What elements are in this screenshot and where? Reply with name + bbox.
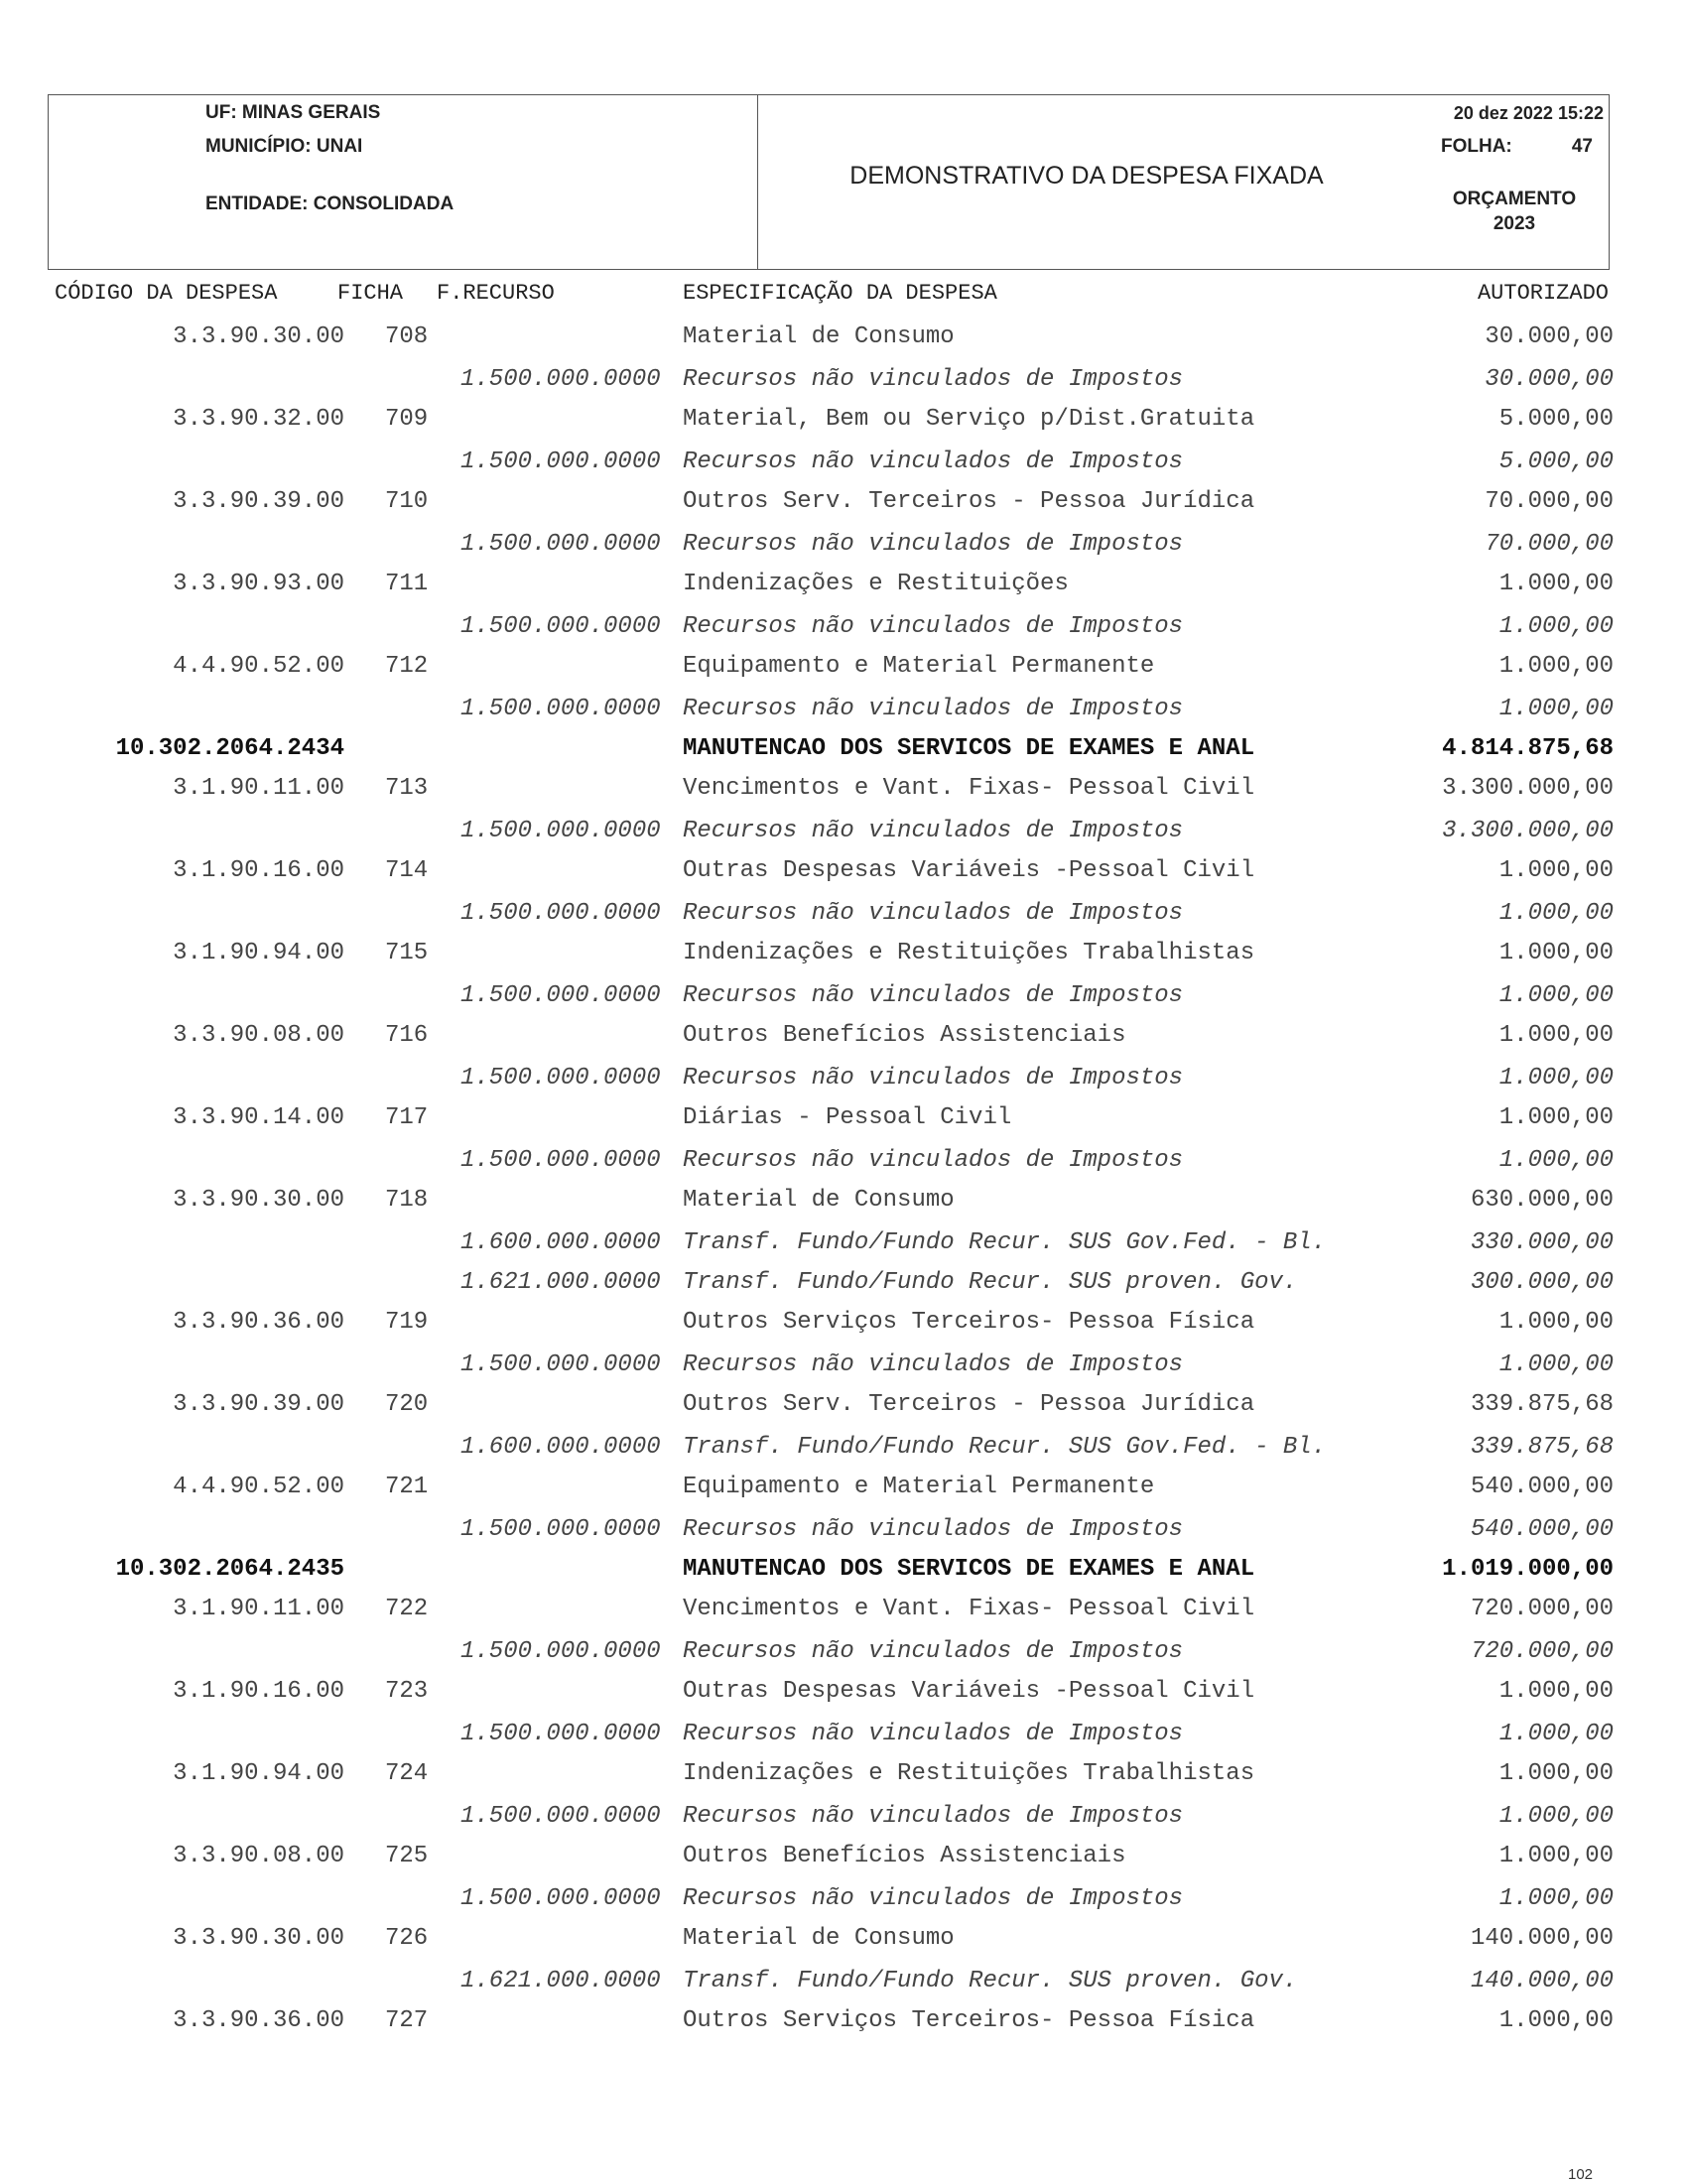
expense-value: 1.000,00 <box>1498 1760 1614 1787</box>
item-row <box>0 1309 1688 1339</box>
folha-label: FOLHA: <box>1441 136 1512 157</box>
expense-code: 3.3.90.39.00 <box>173 488 344 515</box>
fonte-description: Recursos não vinculados de Impostos <box>683 1803 1184 1830</box>
expense-value: 140.000,00 <box>1470 1925 1614 1952</box>
fonte-value: 1.000,00 <box>1498 982 1614 1009</box>
ficha-number: 711 <box>385 571 429 597</box>
expense-description: Equipamento e Material Permanente <box>683 1474 1155 1500</box>
expense-code: 3.3.90.32.00 <box>173 406 344 433</box>
item-row <box>0 488 1688 518</box>
fonte-description: Transf. Fundo/Fundo Recur. SUS Gov.Fed. - Bl. <box>683 1434 1327 1461</box>
ficha-number: 712 <box>385 653 429 680</box>
page-number: 102 <box>1568 2166 1594 2183</box>
expense-description: Vencimentos e Vant. Fixas- Pessoal Civil <box>683 775 1255 802</box>
expense-code: 3.3.90.30.00 <box>173 323 344 350</box>
fonte-value: 1.000,00 <box>1498 1065 1614 1092</box>
source-row <box>0 982 1688 1012</box>
item-row <box>0 1474 1688 1503</box>
program-description: MANUTENCAO DOS SERVICOS DE EXAMES E ANAL <box>683 735 1255 762</box>
fonte-recurso: 1.500.000.0000 <box>460 1065 661 1092</box>
orcamento-label: ORÇAMENTO <box>1452 189 1577 209</box>
fonte-recurso: 1.500.000.0000 <box>460 1885 661 1912</box>
expense-code: 3.3.90.36.00 <box>173 1309 344 1336</box>
fonte-recurso: 1.500.000.0000 <box>460 1721 661 1747</box>
expense-description: Indenizações e Restituições Trabalhistas <box>683 940 1255 966</box>
expense-description: Outras Despesas Variáveis -Pessoal Civil <box>683 1678 1255 1705</box>
ficha-number: 719 <box>385 1309 429 1336</box>
source-row <box>0 531 1688 561</box>
ficha-number: 726 <box>385 1925 429 1952</box>
col-header-fonte: F.RECURSO <box>437 281 555 306</box>
ficha-number: 721 <box>385 1474 429 1500</box>
fonte-description: Recursos não vinculados de Impostos <box>683 1721 1184 1747</box>
expense-code: 3.3.90.08.00 <box>173 1022 344 1049</box>
source-row <box>0 1269 1688 1299</box>
expense-value: 3.300.000,00 <box>1442 775 1614 802</box>
fonte-value: 1.000,00 <box>1498 1351 1614 1378</box>
fonte-description: Recursos não vinculados de Impostos <box>683 1147 1184 1174</box>
fonte-description: Recursos não vinculados de Impostos <box>683 613 1184 640</box>
expense-value: 1.000,00 <box>1498 857 1614 884</box>
ficha-number: 722 <box>385 1596 429 1622</box>
fonte-description: Recursos não vinculados de Impostos <box>683 366 1184 393</box>
item-row <box>0 1596 1688 1625</box>
fonte-description: Recursos não vinculados de Impostos <box>683 1065 1184 1092</box>
expense-code: 3.1.90.11.00 <box>173 775 344 802</box>
expense-description: Diárias - Pessoal Civil <box>683 1104 1012 1131</box>
fonte-description: Recursos não vinculados de Impostos <box>683 1516 1184 1543</box>
fonte-recurso: 1.500.000.0000 <box>460 613 661 640</box>
fonte-value: 1.000,00 <box>1498 1803 1614 1830</box>
expense-value: 30.000,00 <box>1485 323 1614 350</box>
expense-code: 4.4.90.52.00 <box>173 653 344 680</box>
fonte-value: 720.000,00 <box>1470 1638 1614 1665</box>
ficha-number: 710 <box>385 488 429 515</box>
ficha-number: 717 <box>385 1104 429 1131</box>
fonte-recurso: 1.500.000.0000 <box>460 1351 661 1378</box>
ficha-number: 724 <box>385 1760 429 1787</box>
fonte-recurso: 1.621.000.0000 <box>460 1269 661 1296</box>
source-row <box>0 1803 1688 1833</box>
expense-value: 1.000,00 <box>1498 653 1614 680</box>
source-row <box>0 1065 1688 1094</box>
col-header-especificacao: ESPECIFICAÇÃO DA DESPESA <box>683 281 997 306</box>
fonte-value: 300.000,00 <box>1470 1269 1614 1296</box>
expense-code: 3.3.90.30.00 <box>173 1925 344 1952</box>
fonte-recurso: 1.500.000.0000 <box>460 982 661 1009</box>
fonte-description: Recursos não vinculados de Impostos <box>683 1885 1184 1912</box>
ficha-number: 727 <box>385 2007 429 2034</box>
expense-description: Material, Bem ou Serviço p/Dist.Gratuita <box>683 406 1255 433</box>
item-row <box>0 857 1688 887</box>
fonte-value: 1.000,00 <box>1498 1721 1614 1747</box>
source-row <box>0 1229 1688 1259</box>
fonte-value: 1.000,00 <box>1498 613 1614 640</box>
fonte-recurso: 1.500.000.0000 <box>460 366 661 393</box>
fonte-recurso: 1.500.000.0000 <box>460 531 661 558</box>
expense-description: Vencimentos e Vant. Fixas- Pessoal Civil <box>683 1596 1255 1622</box>
expense-description: Outros Serv. Terceiros - Pessoa Jurídica <box>683 488 1255 515</box>
source-row <box>0 1147 1688 1177</box>
report-title: DEMONSTRATIVO DA DESPESA FIXADA <box>849 162 1324 190</box>
fonte-recurso: 1.500.000.0000 <box>460 1638 661 1665</box>
source-row <box>0 818 1688 847</box>
expense-description: Equipamento e Material Permanente <box>683 653 1155 680</box>
ficha-number: 716 <box>385 1022 429 1049</box>
source-row <box>0 696 1688 725</box>
col-header-autorizado: AUTORIZADO <box>1477 281 1609 306</box>
fonte-value: 30.000,00 <box>1485 366 1614 393</box>
expense-code: 3.3.90.08.00 <box>173 1843 344 1869</box>
fonte-description: Recursos não vinculados de Impostos <box>683 696 1184 722</box>
folha-value: 47 <box>1571 136 1593 157</box>
ficha-number: 713 <box>385 775 429 802</box>
expense-code: 3.3.90.30.00 <box>173 1187 344 1214</box>
program-code: 10.302.2064.2435 <box>115 1556 344 1583</box>
item-row <box>0 940 1688 969</box>
source-row <box>0 366 1688 396</box>
source-row <box>0 1434 1688 1464</box>
fonte-value: 1.000,00 <box>1498 696 1614 722</box>
source-row <box>0 1516 1688 1546</box>
source-row <box>0 1968 1688 1997</box>
expense-value: 5.000,00 <box>1498 406 1614 433</box>
expense-description: Indenizações e Restituições Trabalhistas <box>683 1760 1255 1787</box>
fonte-description: Recursos não vinculados de Impostos <box>683 531 1184 558</box>
item-row <box>0 653 1688 683</box>
fonte-value: 140.000,00 <box>1470 1968 1614 1994</box>
expense-value: 1.000,00 <box>1498 1843 1614 1869</box>
fonte-recurso: 1.500.000.0000 <box>460 818 661 844</box>
expense-value: 339.875,68 <box>1470 1391 1614 1418</box>
program-value: 4.814.875,68 <box>1442 735 1614 762</box>
expense-value: 70.000,00 <box>1485 488 1614 515</box>
expense-code: 3.1.90.11.00 <box>173 1596 344 1622</box>
expense-value: 1.000,00 <box>1498 1022 1614 1049</box>
source-row <box>0 449 1688 478</box>
group-row <box>0 735 1688 765</box>
source-row <box>0 1351 1688 1381</box>
expense-code: 3.1.90.16.00 <box>173 1678 344 1705</box>
fonte-description: Recursos não vinculados de Impostos <box>683 449 1184 475</box>
fonte-description: Recursos não vinculados de Impostos <box>683 1638 1184 1665</box>
item-row <box>0 1760 1688 1790</box>
fonte-description: Transf. Fundo/Fundo Recur. SUS proven. Gov. <box>683 1968 1298 1994</box>
fonte-value: 540.000,00 <box>1470 1516 1614 1543</box>
fonte-recurso: 1.600.000.0000 <box>460 1229 661 1256</box>
expense-code: 3.1.90.94.00 <box>173 1760 344 1787</box>
expense-description: Material de Consumo <box>683 1187 955 1214</box>
ficha-number: 720 <box>385 1391 429 1418</box>
fonte-value: 3.300.000,00 <box>1442 818 1614 844</box>
fonte-description: Transf. Fundo/Fundo Recur. SUS Gov.Fed. - Bl. <box>683 1229 1327 1256</box>
expense-code: 3.3.90.39.00 <box>173 1391 344 1418</box>
source-row <box>0 1721 1688 1750</box>
item-row <box>0 1104 1688 1134</box>
group-row <box>0 1556 1688 1586</box>
item-row <box>0 1391 1688 1421</box>
expense-description: Material de Consumo <box>683 323 955 350</box>
expense-value: 540.000,00 <box>1470 1474 1614 1500</box>
fonte-description: Recursos não vinculados de Impostos <box>683 1351 1184 1378</box>
entidade-label: ENTIDADE: CONSOLIDADA <box>205 193 454 214</box>
expense-code: 3.3.90.14.00 <box>173 1104 344 1131</box>
program-value: 1.019.000,00 <box>1442 1556 1614 1583</box>
fonte-value: 70.000,00 <box>1485 531 1614 558</box>
expense-value: 1.000,00 <box>1498 571 1614 597</box>
fonte-value: 330.000,00 <box>1470 1229 1614 1256</box>
fonte-description: Recursos não vinculados de Impostos <box>683 900 1184 927</box>
item-row <box>0 1925 1688 1955</box>
item-row <box>0 406 1688 436</box>
ficha-number: 709 <box>385 406 429 433</box>
fonte-value: 339.875,68 <box>1470 1434 1614 1461</box>
expense-value: 1.000,00 <box>1498 1104 1614 1131</box>
item-row <box>0 1843 1688 1872</box>
item-row <box>0 1022 1688 1052</box>
item-row <box>0 1678 1688 1708</box>
item-row <box>0 1187 1688 1217</box>
expense-value: 1.000,00 <box>1498 940 1614 966</box>
item-row <box>0 571 1688 600</box>
ficha-number: 714 <box>385 857 429 884</box>
fonte-recurso: 1.500.000.0000 <box>460 1516 661 1543</box>
item-row <box>0 2007 1688 2037</box>
ficha-number: 708 <box>385 323 429 350</box>
fonte-recurso: 1.500.000.0000 <box>460 1803 661 1830</box>
expense-code: 3.1.90.94.00 <box>173 940 344 966</box>
ficha-number: 718 <box>385 1187 429 1214</box>
expense-description: Outros Benefícios Assistenciais <box>683 1022 1126 1049</box>
ficha-number: 715 <box>385 940 429 966</box>
fonte-value: 1.000,00 <box>1498 900 1614 927</box>
expense-description: Outros Serv. Terceiros - Pessoa Jurídica <box>683 1391 1255 1418</box>
expense-value: 1.000,00 <box>1498 1309 1614 1336</box>
fonte-recurso: 1.500.000.0000 <box>460 449 661 475</box>
fonte-recurso: 1.500.000.0000 <box>460 900 661 927</box>
orcamento-year: 2023 <box>1493 213 1536 234</box>
fonte-recurso: 1.621.000.0000 <box>460 1968 661 1994</box>
municipio-label: MUNICÍPIO: UNAI <box>205 136 363 157</box>
expense-value: 1.000,00 <box>1498 2007 1614 2034</box>
col-header-codigo: CÓDIGO DA DESPESA <box>55 281 278 306</box>
expense-code: 3.3.90.36.00 <box>173 2007 344 2034</box>
uf-label: UF: MINAS GERAIS <box>205 102 381 123</box>
fonte-recurso: 1.600.000.0000 <box>460 1434 661 1461</box>
fonte-value: 1.000,00 <box>1498 1885 1614 1912</box>
fonte-recurso: 1.500.000.0000 <box>460 1147 661 1174</box>
expense-description: Outros Serviços Terceiros- Pessoa Física <box>683 2007 1255 2034</box>
expense-value: 1.000,00 <box>1498 1678 1614 1705</box>
ficha-number: 725 <box>385 1843 429 1869</box>
fonte-description: Recursos não vinculados de Impostos <box>683 982 1184 1009</box>
expense-description: Material de Consumo <box>683 1925 955 1952</box>
expense-description: Indenizações e Restituições <box>683 571 1069 597</box>
source-row <box>0 1885 1688 1915</box>
col-header-ficha: FICHA <box>337 281 404 306</box>
item-row <box>0 323 1688 353</box>
fonte-description: Transf. Fundo/Fundo Recur. SUS proven. Gov. <box>683 1269 1298 1296</box>
expense-description: Outros Benefícios Assistenciais <box>683 1843 1126 1869</box>
expense-value: 720.000,00 <box>1470 1596 1614 1622</box>
ficha-number: 723 <box>385 1678 429 1705</box>
expense-code: 4.4.90.52.00 <box>173 1474 344 1500</box>
fonte-description: Recursos não vinculados de Impostos <box>683 818 1184 844</box>
fonte-value: 5.000,00 <box>1498 449 1614 475</box>
program-description: MANUTENCAO DOS SERVICOS DE EXAMES E ANAL <box>683 1556 1255 1583</box>
fonte-value: 1.000,00 <box>1498 1147 1614 1174</box>
source-row <box>0 613 1688 643</box>
source-row <box>0 900 1688 930</box>
program-code: 10.302.2064.2434 <box>115 735 344 762</box>
source-row <box>0 1638 1688 1668</box>
report-datetime: 20 dez 2022 15:22 <box>1453 103 1604 123</box>
fonte-recurso: 1.500.000.0000 <box>460 696 661 722</box>
expense-value: 630.000,00 <box>1470 1187 1614 1214</box>
expense-code: 3.1.90.16.00 <box>173 857 344 884</box>
expense-code: 3.3.90.93.00 <box>173 571 344 597</box>
expense-description: Outros Serviços Terceiros- Pessoa Física <box>683 1309 1255 1336</box>
expense-description: Outras Despesas Variáveis -Pessoal Civil <box>683 857 1255 884</box>
header-divider <box>757 94 758 270</box>
item-row <box>0 775 1688 805</box>
